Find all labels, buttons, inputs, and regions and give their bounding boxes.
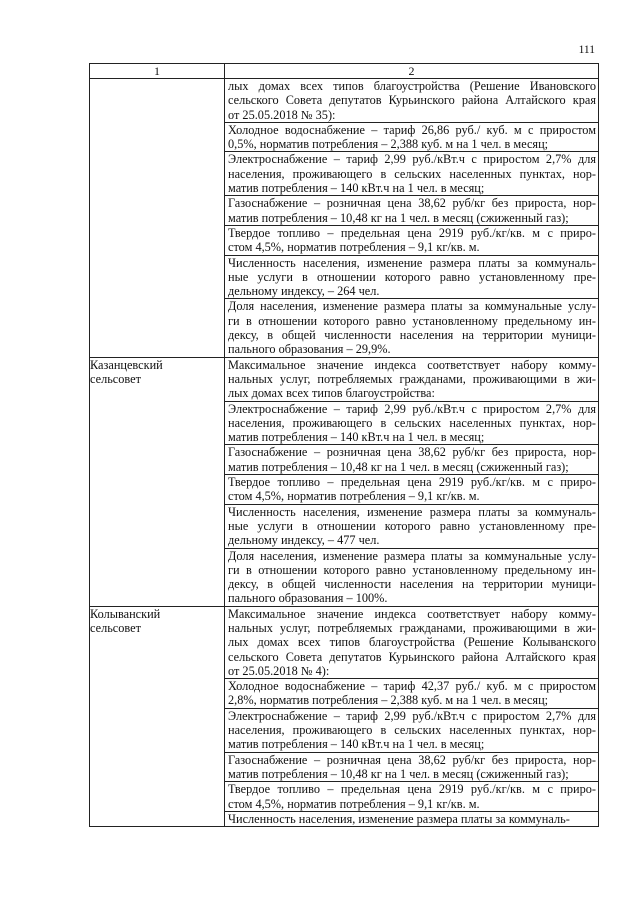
- table-header-row: [90, 64, 599, 79]
- text-line: стом 4,5%, норматив потребления – 9,1 кг/кв. м.: [228, 796, 480, 811]
- settlement-name-cell: [90, 606, 225, 826]
- text-line: лых домах всех типов благоустройства (Решение Ивановского: [228, 79, 596, 93]
- description-paragraph: [225, 475, 598, 505]
- text-line: Газоснабжение – розничная цена 38,62 руб/кг без прироста, нор-: [228, 752, 596, 767]
- text-line: Численность населения, изменение размера платы за коммуналь-: [228, 504, 596, 519]
- text-line: Твердое топливо – предельная цена 2919 руб./кг/кв. м с приро-: [228, 782, 596, 797]
- text-line: Холодное водоснабжение – тариф 26,86 руб./ куб. м с приростом: [228, 122, 596, 137]
- column-header-2: 2: [225, 64, 599, 79]
- settlement-name-cell: [90, 357, 225, 606]
- index-description-cell: [225, 357, 599, 606]
- text-line: нальных услуг, потребляемых гражданами, проживающими в жи-: [228, 620, 596, 635]
- text-line: Электроснабжение – тариф 2,99 руб./кВт.ч с приростом 2,7% для: [228, 708, 596, 723]
- description-paragraph: [225, 402, 598, 446]
- description-paragraph: [225, 445, 598, 475]
- settlement-name: Колыванский сельсовет: [90, 606, 161, 635]
- text-line: матив потребления – 140 кВт.ч на 1 чел. в месяц;: [228, 430, 485, 445]
- text-line: лых домах всех типов благоустройства (Решение Колыванского: [228, 635, 596, 650]
- text-line: матив потребления – 10,48 кг на 1 чел. в месяц (сжиженный газ);: [228, 766, 569, 781]
- text-line: пального образования – 100%.: [228, 591, 388, 606]
- text-line: Электроснабжение – тариф 2,99 руб./кВт.ч с приростом 2,7% для: [228, 152, 596, 167]
- text-line: ги в отношении которого равно установленному предельному ин-: [228, 562, 596, 577]
- text-line: Численность населения, изменение размера платы за коммуналь-: [228, 811, 570, 826]
- text-line: Твердое топливо – предельная цена 2919 руб./кг/кв. м с приро-: [228, 225, 596, 240]
- description-paragraph: [225, 782, 598, 812]
- text-line: Холодное водоснабжение – тариф 42,37 руб./ куб. м с приростом: [228, 679, 596, 694]
- page-number: 111: [578, 44, 595, 56]
- text-line: пального образования – 29,9%.: [228, 342, 391, 357]
- text-line: матив потребления – 140 кВт.ч на 1 чел. в месяц;: [228, 181, 485, 196]
- text-line: Численность населения, изменение размера платы за коммуналь-: [228, 255, 596, 270]
- text-line: Максимальное значение индекса соответствует набору комму-: [228, 606, 596, 621]
- description-paragraph: [225, 812, 598, 826]
- description-paragraph: [225, 679, 598, 709]
- column-header-1: 1: [90, 64, 225, 79]
- description-paragraph: [225, 196, 598, 226]
- description-paragraph: [225, 358, 598, 402]
- text-line: дексу, в общей численности населения на территории муници-: [228, 577, 596, 592]
- text-line: Электроснабжение – тариф 2,99 руб./кВт.ч с приростом 2,7% для: [228, 401, 596, 416]
- table-row: [90, 79, 599, 358]
- index-description-cell: [225, 606, 599, 826]
- text-line: матив потребления – 10,48 кг на 1 чел. в месяц (сжиженный газ);: [228, 210, 569, 225]
- description-paragraph: [225, 505, 598, 549]
- text-line: населения, проживающего в сельских населенных пунктах, нор-: [228, 723, 596, 738]
- text-line: сельского Совета депутатов Курьинского района Алтайского края: [228, 649, 596, 664]
- settlements-table: [89, 63, 599, 827]
- text-line: Твердое топливо – предельная цена 2919 руб./кг/кв. м с приро-: [228, 475, 596, 490]
- text-line: населения, проживающего в сельских населенных пунктах, нор-: [228, 166, 596, 181]
- text-line: населения, проживающего в сельских населенных пунктах, нор-: [228, 415, 596, 430]
- text-line: сельского Совета депутатов Курьинского района Алтайского края: [228, 93, 596, 108]
- description-paragraph: [225, 123, 598, 153]
- text-line: от 25.05.2018 № 4):: [228, 663, 330, 678]
- description-paragraph: [225, 299, 598, 356]
- text-line: от 25.05.2018 № 35):: [228, 107, 336, 122]
- text-line: Доля населения, изменение размера платы за коммунальные услу-: [228, 548, 596, 563]
- text-line: Доля населения, изменение размера платы за коммунальные услу-: [228, 299, 596, 314]
- description-paragraph: [225, 226, 598, 256]
- text-line: дельному индексу, – 477 чел.: [228, 533, 380, 548]
- text-line: Газоснабжение – розничная цена 38,62 руб/кг без прироста, нор-: [228, 445, 596, 460]
- text-line: дельному индексу, – 264 чел.: [228, 284, 380, 299]
- index-description-cell: [225, 79, 599, 358]
- description-paragraph: [225, 549, 598, 606]
- text-line: стом 4,5%, норматив потребления – 9,1 кг/кв. м.: [228, 240, 480, 255]
- description-paragraph: [225, 709, 598, 753]
- text-line: матив потребления – 140 кВт.ч на 1 чел. в месяц;: [228, 737, 485, 752]
- text-line: матив потребления – 10,48 кг на 1 чел. в месяц (сжиженный газ);: [228, 459, 569, 474]
- text-line: ги в отношении которого равно установленному предельному ин-: [228, 313, 596, 328]
- text-line: лых домах всех типов благоустройства:: [228, 386, 435, 401]
- text-line: ные услуги в отношении которого равно установленному пре-: [228, 518, 596, 533]
- text-line: дексу, в общей численности населения на территории муници-: [228, 328, 596, 343]
- description-paragraph: [225, 152, 598, 196]
- description-paragraph: [225, 256, 598, 300]
- table-row: [90, 357, 599, 606]
- settlement-name-cell: [90, 79, 225, 358]
- text-line: Максимальное значение индекса соответствует набору комму-: [228, 357, 596, 372]
- text-line: нальных услуг, потребляемых гражданами, проживающими в жи-: [228, 371, 596, 386]
- text-line: Газоснабжение – розничная цена 38,62 руб/кг без прироста, нор-: [228, 196, 596, 211]
- description-paragraph: [225, 753, 598, 783]
- description-paragraph: [225, 607, 598, 679]
- text-line: 0,5%, норматив потребления – 2,388 куб. м на 1 чел. в месяц;: [228, 137, 549, 152]
- text-line: стом 4,5%, норматив потребления – 9,1 кг/кв. м.: [228, 489, 480, 504]
- description-paragraph: [225, 79, 598, 123]
- table-row: [90, 606, 599, 826]
- settlement-name: Казанцевский сельсовет: [90, 357, 163, 386]
- text-line: 2,8%, норматив потребления – 2,388 куб. м на 1 чел. в месяц;: [228, 693, 549, 708]
- text-line: ные услуги в отношении которого равно установленному пре-: [228, 269, 596, 284]
